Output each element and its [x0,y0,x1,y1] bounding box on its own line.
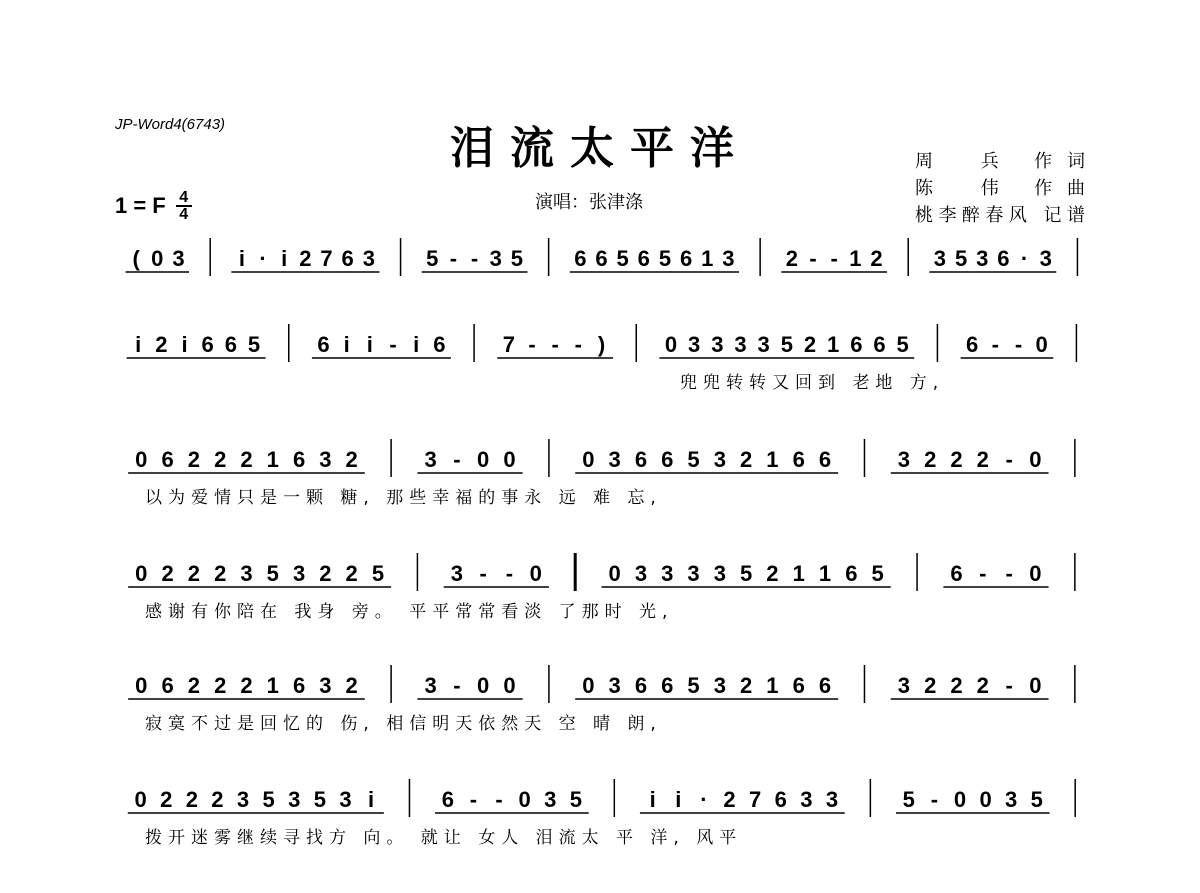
note-glyph: 3 [236,787,250,812]
note-glyph: - [528,332,536,357]
note-glyph: 3 [424,673,437,698]
lyrics-line: 拨开迷雾继续寻找方 向。 就让 女人 泪流太 平 洋, 风平 [145,828,743,848]
note-glyph: 0 [151,246,164,271]
note-glyph: 3 [687,561,700,586]
note-glyph: 6 [818,447,832,472]
note-glyph: 5 [902,787,915,812]
singer-label: 演唱：张津涤 [535,192,643,213]
note-glyph: 2 [211,787,224,812]
note-glyph: 2 [161,561,174,586]
note-glyph: 2 [785,246,798,271]
note-glyph: 3 [713,447,726,472]
note-glyph: 5 [262,787,275,812]
note-glyph: 2 [319,561,332,586]
note-glyph: 2 [803,332,817,357]
note-glyph: 0 [135,673,148,698]
note-glyph: · [700,787,708,812]
note-glyph: 0 [135,447,148,472]
note-glyph: 2 [740,673,753,698]
note-glyph: 2 [924,447,937,472]
note-glyph: 3 [319,673,332,698]
note-glyph: 5 [247,332,261,357]
note-glyph: 7 [749,787,762,812]
note-glyph: 6 [341,246,354,271]
note-glyph: 3 [661,561,674,586]
note-glyph: 1 [266,447,279,472]
note-glyph: 2 [187,447,201,472]
note-glyph: 6 [792,447,805,472]
note-glyph: i [367,787,375,812]
note-glyph: - [1005,561,1013,586]
note-glyph: 6 [792,673,805,698]
note-glyph: 2 [345,561,358,586]
note-glyph: 0 [979,787,992,812]
note-glyph: 2 [240,673,253,698]
note-glyph: - [470,246,479,271]
note-glyph: 3 [825,787,839,812]
note-glyph: 5 [1030,787,1043,812]
note-glyph: 0 [1029,673,1042,698]
lyricist-credit: 周 兵 作词 [915,151,1085,172]
notation-svg [0,318,1200,368]
note-glyph: 2 [214,561,227,586]
note-glyph: 3 [608,447,621,472]
note-glyph: 3 [713,673,726,698]
note-glyph: 0 [582,673,595,698]
note-glyph: · [1020,246,1029,271]
note-glyph: - [495,787,503,812]
note-glyph: 6 [292,447,306,472]
note-glyph: ) [597,332,606,357]
note-glyph: - [505,561,514,586]
composer-credit: 陈 伟 作曲 [915,178,1085,199]
note-glyph: 6 [661,673,674,698]
key-signature [115,190,192,222]
note-glyph: 3 [450,561,463,586]
note-glyph: 5 [426,246,439,271]
note-glyph: - [453,673,461,698]
note-glyph: 0 [518,787,531,812]
note-glyph: 5 [658,246,672,271]
time-signature [176,190,192,222]
note-glyph: 0 [1029,447,1042,472]
note-glyph: 3 [734,332,747,357]
note-glyph: 2 [187,673,201,698]
note-glyph: 5 [896,332,909,357]
note-glyph: 3 [544,787,557,812]
note-glyph: 2 [976,447,989,472]
note-glyph: 0 [608,561,621,586]
note-glyph: 2 [214,447,227,472]
note-glyph: - [449,246,458,271]
note-glyph: - [1005,673,1013,698]
note-glyph: 2 [950,447,963,472]
note-glyph: 6 [661,447,674,472]
note-glyph: 0 [503,447,516,472]
note-glyph: 5 [313,787,326,812]
note-glyph: i [649,787,656,812]
notation-svg [0,773,1200,823]
note-glyph: i [675,787,682,812]
note-glyph: 5 [687,673,700,698]
note-glyph: 3 [362,246,375,271]
note-glyph: - [1014,332,1023,357]
note-glyph: 6 [818,673,832,698]
note-glyph: 5 [371,561,385,586]
note-glyph: 2 [214,673,227,698]
note-glyph: 6 [161,447,174,472]
note-glyph: 2 [950,673,963,698]
note-glyph: 3 [722,246,735,271]
note-glyph: - [830,246,838,271]
note-glyph: - [809,246,817,271]
score-row-3 [0,433,1200,553]
note-glyph: 5 [954,246,968,271]
note-glyph: 6 [637,246,650,271]
note-glyph: 5 [740,561,753,586]
note-glyph: 6 [317,332,330,357]
note-glyph: 3 [339,787,352,812]
note-glyph: 6 [201,332,214,357]
note-glyph: 5 [687,447,700,472]
time-sig-bottom: 4 [179,206,189,223]
note-glyph: 3 [634,561,648,586]
note-glyph: ( [132,246,140,271]
note-glyph: 1 [827,332,840,357]
note-glyph: 3 [292,561,306,586]
note-glyph: 3 [976,246,989,271]
lyrics-line: 寂寞不过是回忆的 伤, 相信明天依然天 空 晴 朗, [145,714,662,734]
note-glyph: i [343,332,350,357]
note-glyph: i [238,246,245,271]
note-glyph: - [930,787,939,812]
note-glyph: 0 [1035,332,1048,357]
note-glyph: 1 [766,447,779,472]
note-glyph: 5 [266,561,279,586]
note-glyph: 3 [757,332,770,357]
note-glyph: 1 [701,246,714,271]
note-glyph: 5 [616,246,629,271]
song-title: 泪流太平洋 [450,123,750,174]
note-glyph: 3 [1039,246,1052,271]
note-glyph: 6 [679,246,693,271]
note-glyph: 3 [319,447,332,472]
notation-svg [0,232,1200,282]
note-glyph: i [181,332,188,357]
notation-svg [0,433,1200,483]
note-glyph: - [453,447,461,472]
note-glyph: 1 [766,673,779,698]
note-glyph: 6 [966,332,979,357]
note-glyph: - [469,787,478,812]
score-row-5 [0,659,1200,779]
note-glyph: 2 [976,673,989,698]
note-glyph: 0 [134,787,147,812]
note-glyph: 3 [800,787,813,812]
note-glyph: 0 [135,561,148,586]
note-glyph: 0 [529,561,542,586]
transcriber-credit: 桃李醉春风 记谱 [915,205,1085,226]
note-glyph: 1 [849,246,862,271]
time-sig-top: 4 [179,189,189,206]
note-glyph: 2 [185,787,198,812]
note-glyph: 6 [634,673,648,698]
note-glyph: 0 [477,673,490,698]
note-glyph: 6 [292,673,306,698]
note-glyph: 0 [953,787,967,812]
note-glyph: 7 [320,246,333,271]
note-glyph: 3 [240,561,253,586]
note-glyph: 1 [792,561,805,586]
note-glyph: 6 [774,787,787,812]
note-glyph: - [389,332,397,357]
score-row-2 [0,318,1200,438]
lyrics-line: 以为爱情只是一颗 糖, 那些幸福的事永 远 难 忘, [145,488,662,508]
note-glyph: - [1005,447,1013,472]
note-glyph: 3 [713,561,726,586]
note-glyph: 2 [723,787,736,812]
note-glyph: 5 [780,332,793,357]
note-glyph: 3 [489,246,502,271]
note-glyph: 3 [172,246,185,271]
note-glyph: 7 [502,332,515,357]
note-glyph: 0 [1029,561,1042,586]
note-glyph: 0 [664,332,678,357]
note-glyph: 6 [574,246,587,271]
note-glyph: 3 [897,673,911,698]
note-glyph: - [551,332,559,357]
note-glyph: 2 [299,246,312,271]
note-glyph: 2 [870,246,883,271]
note-glyph: · [259,246,267,271]
note-glyph: i [281,246,288,271]
note-glyph: 2 [155,332,168,357]
note-glyph: 2 [160,787,173,812]
note-glyph: 3 [711,332,724,357]
note-glyph: 3 [897,447,911,472]
note-glyph: 6 [997,246,1010,271]
source-tag: JP-Word4(6743) [115,116,226,133]
note-glyph: i [135,332,142,357]
note-glyph: 6 [850,332,863,357]
note-glyph: - [979,561,987,586]
note-glyph: - [991,332,999,357]
note-glyph: 1 [266,673,279,698]
note-glyph: 6 [441,787,454,812]
key-label: 1 = F [115,193,166,218]
note-glyph: 2 [345,447,358,472]
note-glyph: 3 [424,447,437,472]
note-glyph: 2 [924,673,937,698]
note-glyph: 6 [845,561,858,586]
score-row-4 [0,547,1200,667]
credits-block [915,148,1085,229]
score-row-6 [0,773,1200,893]
note-glyph: 0 [477,447,490,472]
note-glyph: 2 [187,561,201,586]
note-glyph: 3 [688,332,701,357]
note-glyph: 6 [595,246,608,271]
note-glyph: 6 [634,447,648,472]
note-glyph: 6 [161,673,174,698]
note-glyph: 3 [1005,787,1018,812]
lyrics-line: 感谢有你陪在 我身 旁。 平平常常看淡 了那时 光, [145,602,674,622]
note-glyph: 0 [503,673,516,698]
note-glyph: 3 [933,246,947,271]
note-glyph: 5 [510,246,524,271]
note-glyph: 0 [582,447,595,472]
note-glyph: 6 [950,561,963,586]
note-glyph: i [366,332,373,357]
note-glyph: 3 [608,673,621,698]
note-glyph: 3 [288,787,301,812]
notation-svg [0,547,1200,597]
note-glyph: 1 [818,561,832,586]
note-glyph: i [413,332,420,357]
note-glyph: 5 [569,787,583,812]
notation-svg [0,659,1200,709]
note-glyph: 6 [873,332,886,357]
note-glyph: 2 [740,447,753,472]
note-glyph: 2 [345,673,358,698]
note-glyph: - [479,561,487,586]
note-glyph: - [574,332,582,357]
note-glyph: 2 [240,447,253,472]
note-glyph: 6 [433,332,446,357]
note-glyph: 6 [224,332,237,357]
note-glyph: 5 [871,561,884,586]
note-glyph: 2 [766,561,779,586]
lyrics-line: 兜兜转转又回到 老地 方, [680,373,945,393]
